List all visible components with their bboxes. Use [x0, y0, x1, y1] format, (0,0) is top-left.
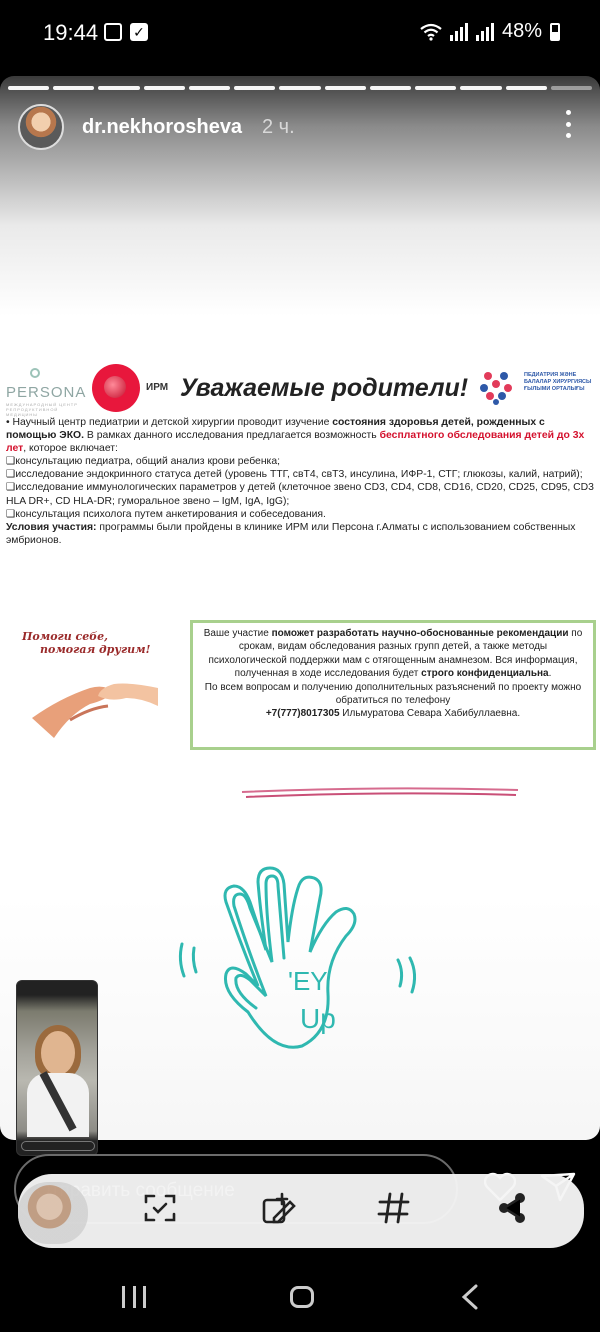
flyer-item: ❑исследование эндокринного статуса детей (уровень ТТГ, свТ4, свТ3, инсулина, ИФР-1, СТГ; глюкозы, калий, натрий);	[6, 469, 583, 481]
check-icon: ✓	[130, 23, 148, 41]
flyer-intro: • Научный центр педиатрии и детской хирургии проводит изучение состояния здоровья детей, рожденных с помощью ЭКО. В рамках данного исследования предлагается возможность бесплатного обследования детей до 3х лет, которое включает:	[6, 417, 585, 455]
signal-icon-2	[476, 23, 494, 41]
story-username[interactable]: dr.nekhorosheva	[82, 116, 243, 138]
flyer-item: ❑консультацию педиатра, общий анализ крови ребенка;	[6, 456, 280, 468]
notification-icons	[104, 23, 148, 41]
flyer-body	[6, 416, 596, 547]
battery-percent: 48%	[501, 20, 542, 42]
story-progress-segment	[189, 86, 230, 90]
info-box-text: Ваше участие поможет разработать научно-обоснованные рекомендации по срокам, видам обследования разных групп детей, а также методы психологической поддержки мам с отягощенным анамнезом. Вся информация, полученная в ходе исследования будет строго конфиденциальна.	[203, 628, 583, 680]
story-progress-segment	[98, 86, 139, 90]
avatar[interactable]	[18, 104, 64, 150]
persona-logo	[6, 368, 87, 417]
sticker-text-line1: 'EY	[288, 966, 328, 996]
persona-logo-text: PERSONA	[6, 384, 87, 401]
home-icon[interactable]	[290, 1286, 314, 1308]
more-options-icon[interactable]	[566, 110, 572, 138]
story-progress-segment	[53, 86, 94, 90]
story-progress-segment	[551, 86, 592, 90]
wifi-icon	[420, 23, 442, 41]
toolbar-avatar[interactable]	[18, 1182, 88, 1244]
underline-doodle	[240, 784, 520, 800]
sticker-text-line2: Up	[300, 1003, 336, 1034]
status-bar	[0, 0, 600, 70]
status-time: 19:44	[43, 20, 99, 45]
info-box	[190, 620, 596, 750]
flyer-item: ❑исследование иммунологических параметров у детей (клеточное звено CD3, CD4, CD8, CD16, CD20, CD25, CD95, CD3 HLA DR+, CD HLA-DR; гуморальное звено – IgM, IgA, IgG);	[6, 482, 594, 507]
story-progress-segment	[506, 86, 547, 90]
add-note-icon[interactable]	[260, 1190, 296, 1226]
story-progress-segment	[144, 86, 185, 90]
flyer-item: ❑консультация психолога путем анкетирования и собеседования.	[6, 508, 326, 520]
hashtag-icon[interactable]	[376, 1190, 412, 1226]
ey-up-hand-sticker[interactable]	[170, 862, 440, 1062]
story-progress-segment	[279, 86, 320, 90]
story-progress-segment	[460, 86, 501, 90]
scan-text-icon[interactable]	[142, 1190, 178, 1226]
pediatrics-center-text: ПЕДИАТРИЯ ЖӘНЕ БАЛАЛАР ХИРУРГИЯСЫ ҒЫЛЫМИ ОРТАЛЫҒЫ	[524, 372, 592, 392]
story-preview-thumbnail[interactable]	[16, 980, 98, 1156]
battery-icon	[550, 23, 560, 41]
motto: Помоги себе, помогая другим!	[22, 630, 151, 656]
irm-logo-text: ИРМ	[146, 382, 169, 393]
preview-reply-bar	[21, 1141, 95, 1151]
flyer-title: Уважаемые родители!	[180, 374, 469, 402]
back-icon[interactable]	[460, 1284, 480, 1310]
story-progress-segment	[415, 86, 456, 90]
share-icon[interactable]	[494, 1190, 530, 1226]
hands-illustration	[30, 658, 160, 742]
story-progress	[8, 86, 592, 90]
story-progress-segment	[325, 86, 366, 90]
pediatrics-center-logo	[476, 366, 516, 406]
info-box-phone: +7(777)8017305 Ильмуратова Севара Хабибуллаевна.	[265, 708, 521, 720]
flyer-image	[0, 358, 600, 730]
story-progress-segment	[8, 86, 49, 90]
signal-icon	[450, 23, 468, 41]
status-right	[420, 20, 560, 43]
info-box-contact-text: По всем вопросам и получению дополнительных разъяснений по проекту можно обратиться по телефону	[204, 681, 582, 707]
persona-logo-subtext: МЕЖДУНАРОДНЫЙ ЦЕНТР РЕПРОДУКТИВНОЙ МЕДИЦИНЫ	[6, 402, 78, 417]
irm-logo	[92, 364, 140, 412]
story-progress-segment	[370, 86, 411, 90]
story-time-ago: 2 ч.	[262, 116, 295, 138]
story-progress-segment	[234, 86, 275, 90]
gallery-icon	[104, 23, 122, 41]
flyer-conditions: Условия участия: программы были пройдены в клинике ИРМ или Персона г.Алматы с использованием собственных эмбрионов.	[6, 521, 576, 546]
recent-apps-icon[interactable]	[122, 1286, 146, 1308]
